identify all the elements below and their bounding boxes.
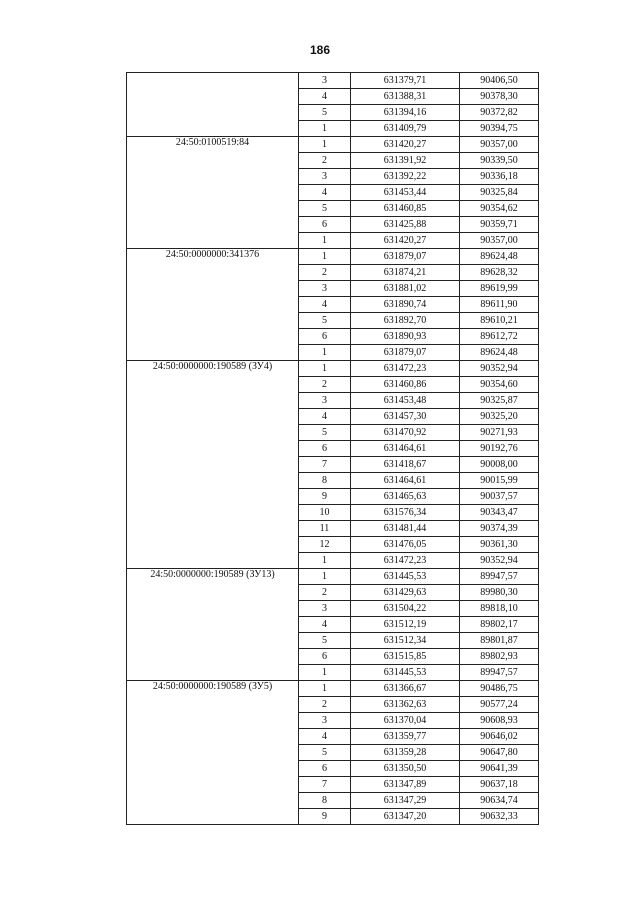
y-coordinate-cell: 89947,57: [460, 569, 539, 585]
y-coordinate-cell: 90361,30: [460, 537, 539, 553]
x-coordinate-cell: 631409,79: [351, 121, 460, 137]
x-coordinate-cell: 631457,30: [351, 409, 460, 425]
x-coordinate-cell: 631445,53: [351, 569, 460, 585]
y-coordinate-cell: 90325,87: [460, 393, 539, 409]
point-number-cell: 2: [299, 265, 351, 281]
x-coordinate-cell: 631464,61: [351, 441, 460, 457]
point-number-cell: 11: [299, 521, 351, 537]
x-coordinate-cell: 631512,34: [351, 633, 460, 649]
point-number-cell: 2: [299, 585, 351, 601]
y-coordinate-cell: 90646,02: [460, 729, 539, 745]
x-coordinate-cell: 631453,44: [351, 185, 460, 201]
x-coordinate-cell: 631515,85: [351, 649, 460, 665]
y-coordinate-cell: 89611,90: [460, 297, 539, 313]
point-number-cell: 6: [299, 217, 351, 233]
point-number-cell: 8: [299, 793, 351, 809]
point-number-cell: 4: [299, 729, 351, 745]
parcel-cadastral-number: 24:50:0100519:84: [127, 137, 299, 249]
y-coordinate-cell: 89801,87: [460, 633, 539, 649]
x-coordinate-cell: 631881,02: [351, 281, 460, 297]
point-number-cell: 5: [299, 745, 351, 761]
x-coordinate-cell: 631420,27: [351, 137, 460, 153]
point-number-cell: 7: [299, 457, 351, 473]
y-coordinate-cell: 89624,48: [460, 345, 539, 361]
y-coordinate-cell: 90374,39: [460, 521, 539, 537]
y-coordinate-cell: 90325,20: [460, 409, 539, 425]
point-number-cell: 8: [299, 473, 351, 489]
x-coordinate-cell: 631460,86: [351, 377, 460, 393]
y-coordinate-cell: 90015,99: [460, 473, 539, 489]
y-coordinate-cell: 90632,33: [460, 809, 539, 825]
y-coordinate-cell: 90357,00: [460, 137, 539, 153]
y-coordinate-cell: 90372,82: [460, 105, 539, 121]
x-coordinate-cell: 631347,29: [351, 793, 460, 809]
x-coordinate-cell: 631472,23: [351, 553, 460, 569]
point-number-cell: 1: [299, 553, 351, 569]
y-coordinate-cell: 90641,39: [460, 761, 539, 777]
x-coordinate-cell: 631379,71: [351, 73, 460, 89]
parcel-cadastral-number: 24:50:0000000:341376: [127, 249, 299, 361]
x-coordinate-cell: 631420,27: [351, 233, 460, 249]
point-number-cell: 9: [299, 489, 351, 505]
point-number-cell: 1: [299, 233, 351, 249]
point-number-cell: 1: [299, 569, 351, 585]
y-coordinate-cell: 90406,50: [460, 73, 539, 89]
y-coordinate-cell: 89628,32: [460, 265, 539, 281]
x-coordinate-cell: 631391,92: [351, 153, 460, 169]
point-number-cell: 4: [299, 185, 351, 201]
x-coordinate-cell: 631359,28: [351, 745, 460, 761]
parcel-cadastral-number: 24:50:0000000:190589 (ЗУ5): [127, 681, 299, 825]
point-number-cell: 3: [299, 73, 351, 89]
point-number-cell: 9: [299, 809, 351, 825]
point-number-cell: 1: [299, 249, 351, 265]
x-coordinate-cell: 631476,05: [351, 537, 460, 553]
x-coordinate-cell: 631470,92: [351, 425, 460, 441]
y-coordinate-cell: 89610,21: [460, 313, 539, 329]
point-number-cell: 6: [299, 649, 351, 665]
table-row: [127, 569, 539, 585]
y-coordinate-cell: 89624,48: [460, 249, 539, 265]
y-coordinate-cell: 90634,74: [460, 793, 539, 809]
point-number-cell: 2: [299, 697, 351, 713]
y-coordinate-cell: 90271,93: [460, 425, 539, 441]
table-row: [127, 73, 539, 89]
table-row: [127, 361, 539, 377]
y-coordinate-cell: 89619,99: [460, 281, 539, 297]
x-coordinate-cell: 631890,93: [351, 329, 460, 345]
point-number-cell: 5: [299, 201, 351, 217]
y-coordinate-cell: 90339,50: [460, 153, 539, 169]
y-coordinate-cell: 90486,75: [460, 681, 539, 697]
x-coordinate-cell: 631892,70: [351, 313, 460, 329]
y-coordinate-cell: 90037,57: [460, 489, 539, 505]
x-coordinate-cell: 631874,21: [351, 265, 460, 281]
y-coordinate-cell: 90637,18: [460, 777, 539, 793]
x-coordinate-cell: 631388,31: [351, 89, 460, 105]
x-coordinate-cell: 631504,22: [351, 601, 460, 617]
x-coordinate-cell: 631453,48: [351, 393, 460, 409]
point-number-cell: 6: [299, 441, 351, 457]
x-coordinate-cell: 631425,88: [351, 217, 460, 233]
x-coordinate-cell: 631464,61: [351, 473, 460, 489]
point-number-cell: 7: [299, 777, 351, 793]
y-coordinate-cell: 89980,30: [460, 585, 539, 601]
point-number-cell: 4: [299, 297, 351, 313]
coordinates-table: [126, 72, 539, 825]
x-coordinate-cell: 631472,23: [351, 361, 460, 377]
y-coordinate-cell: 90352,94: [460, 361, 539, 377]
y-coordinate-cell: 90354,60: [460, 377, 539, 393]
parcel-cadastral-number: 24:50:0000000:190589 (ЗУ13): [127, 569, 299, 681]
x-coordinate-cell: 631394,16: [351, 105, 460, 121]
x-coordinate-cell: 631429,63: [351, 585, 460, 601]
y-coordinate-cell: 90394,75: [460, 121, 539, 137]
point-number-cell: 1: [299, 137, 351, 153]
x-coordinate-cell: 631879,07: [351, 345, 460, 361]
point-number-cell: 5: [299, 105, 351, 121]
y-coordinate-cell: 90192,76: [460, 441, 539, 457]
y-coordinate-cell: 90325,84: [460, 185, 539, 201]
y-coordinate-cell: 90343,47: [460, 505, 539, 521]
x-coordinate-cell: 631460,85: [351, 201, 460, 217]
point-number-cell: 5: [299, 425, 351, 441]
y-coordinate-cell: 89818,10: [460, 601, 539, 617]
y-coordinate-cell: 89947,57: [460, 665, 539, 681]
x-coordinate-cell: 631370,04: [351, 713, 460, 729]
y-coordinate-cell: 90357,00: [460, 233, 539, 249]
y-coordinate-cell: 90647,80: [460, 745, 539, 761]
point-number-cell: 4: [299, 409, 351, 425]
point-number-cell: 1: [299, 681, 351, 697]
point-number-cell: 5: [299, 313, 351, 329]
x-coordinate-cell: 631347,89: [351, 777, 460, 793]
y-coordinate-cell: 90378,30: [460, 89, 539, 105]
x-coordinate-cell: 631418,67: [351, 457, 460, 473]
point-number-cell: 12: [299, 537, 351, 553]
point-number-cell: 4: [299, 89, 351, 105]
x-coordinate-cell: 631481,44: [351, 521, 460, 537]
point-number-cell: 1: [299, 345, 351, 361]
point-number-cell: 10: [299, 505, 351, 521]
x-coordinate-cell: 631392,22: [351, 169, 460, 185]
y-coordinate-cell: 89802,17: [460, 617, 539, 633]
page-number: 186: [309, 43, 331, 57]
parcel-cadastral-number: 24:50:0000000:190589 (ЗУ4): [127, 361, 299, 569]
coordinates-table-body: [127, 73, 539, 825]
x-coordinate-cell: 631347,20: [351, 809, 460, 825]
point-number-cell: 2: [299, 153, 351, 169]
table-row: [127, 137, 539, 153]
x-coordinate-cell: 631576,34: [351, 505, 460, 521]
y-coordinate-cell: 89612,72: [460, 329, 539, 345]
x-coordinate-cell: 631890,74: [351, 297, 460, 313]
parcel-cadastral-number: [127, 73, 299, 137]
x-coordinate-cell: 631350,50: [351, 761, 460, 777]
x-coordinate-cell: 631879,07: [351, 249, 460, 265]
x-coordinate-cell: 631359,77: [351, 729, 460, 745]
point-number-cell: 3: [299, 281, 351, 297]
y-coordinate-cell: 89802,93: [460, 649, 539, 665]
table-row: [127, 249, 539, 265]
y-coordinate-cell: 90359,71: [460, 217, 539, 233]
point-number-cell: 1: [299, 121, 351, 137]
point-number-cell: 3: [299, 169, 351, 185]
x-coordinate-cell: 631445,53: [351, 665, 460, 681]
point-number-cell: 3: [299, 713, 351, 729]
y-coordinate-cell: 90352,94: [460, 553, 539, 569]
point-number-cell: 2: [299, 377, 351, 393]
table-row: [127, 681, 539, 697]
point-number-cell: 1: [299, 665, 351, 681]
y-coordinate-cell: 90008,00: [460, 457, 539, 473]
point-number-cell: 4: [299, 617, 351, 633]
x-coordinate-cell: 631362,63: [351, 697, 460, 713]
y-coordinate-cell: 90354,62: [460, 201, 539, 217]
x-coordinate-cell: 631366,67: [351, 681, 460, 697]
y-coordinate-cell: 90336,18: [460, 169, 539, 185]
x-coordinate-cell: 631512,19: [351, 617, 460, 633]
point-number-cell: 6: [299, 761, 351, 777]
point-number-cell: 3: [299, 393, 351, 409]
point-number-cell: 6: [299, 329, 351, 345]
point-number-cell: 5: [299, 633, 351, 649]
y-coordinate-cell: 90608,93: [460, 713, 539, 729]
point-number-cell: 3: [299, 601, 351, 617]
x-coordinate-cell: 631465,63: [351, 489, 460, 505]
point-number-cell: 1: [299, 361, 351, 377]
y-coordinate-cell: 90577,24: [460, 697, 539, 713]
